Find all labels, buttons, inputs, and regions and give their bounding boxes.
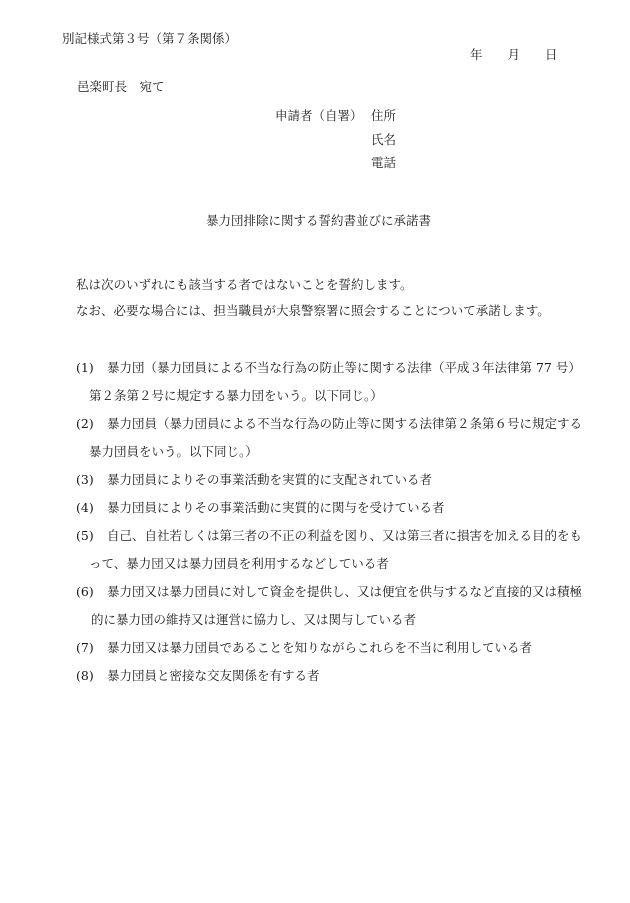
list-item-5 [76,530,582,543]
date-line [470,49,558,62]
item-number: (5) [76,528,94,543]
list-item-6 [76,586,582,599]
item-text: 暴力団又は暴力団員であることを知りながらこれらを不当に利用している者 [107,640,533,655]
date-year: 年 [470,47,483,62]
item-text: 暴力団員（暴力団員による不当な行為の防止等に関する法律第２条第６号に規定する [107,416,583,431]
applicant-name-label: 氏名 [371,132,397,147]
item-number: (8) [76,668,94,683]
list-item-2-continued: 暴力団員をいう。以下同じ。） [89,444,258,459]
item-text: 暴力団（暴力団員による不当な行為の防止等に関する法律（平成３年法律第 77 号） [107,360,581,375]
item-number: (4) [76,500,94,515]
item-number: (1) [76,360,94,375]
item-text: 自己、自社若しくは第三者の不正の利益を図り、又は第三者に損害を加える目的をも [107,528,583,543]
item-text: 暴力団又は暴力団員に対して資金を提供し、又は便宜を供与するなど直接的又は積極 [107,584,583,599]
list-item-2 [76,418,582,431]
list-item-4 [76,502,445,515]
document-title: 暴力団排除に関する誓約書並びに承諾書 [206,213,432,228]
item-number: (2) [76,416,94,431]
item-number: (6) [76,584,94,599]
pledge-line-2: なお、必要な場合には、担当職員が大泉警察署に照会することについて承諾します。 [76,303,550,318]
list-item-1-continued: 第２条第２号に規定する暴力団をいう。以下同じ。） [89,388,383,403]
list-item-5-continued: って、暴力団又は暴力団員を利用するなどしている者 [89,556,389,571]
applicant-phone-label: 電話 [371,155,397,170]
pledge-line-1: 私は次のいずれにも該当する者ではないことを誓約します。 [76,277,413,292]
item-text: 暴力団員によりその事業活動に実質的に関与を受けている者 [107,500,445,515]
item-number: (3) [76,472,94,487]
list-item-7 [76,642,532,655]
applicant-label: 申請者（自署） [275,108,363,123]
applicant-address-label: 住所 [371,108,397,123]
item-number: (7) [76,640,94,655]
list-item-8 [76,670,320,683]
form-id: 別記様式第３号（第７条関係） [62,31,238,46]
addressee: 邑楽町長 宛て [77,79,165,94]
item-text: 暴力団員によりその事業活動を実質的に支配されている者 [107,472,433,487]
item-text: 暴力団員と密接な交友関係を有する者 [107,668,320,683]
list-item-1 [76,362,581,375]
list-item-3 [76,474,432,487]
date-month: 月 [507,47,521,62]
list-item-6-continued: 的に暴力団の維持又は運営に協力し、又は関与している者 [91,612,417,627]
date-day: 日 [545,47,558,62]
